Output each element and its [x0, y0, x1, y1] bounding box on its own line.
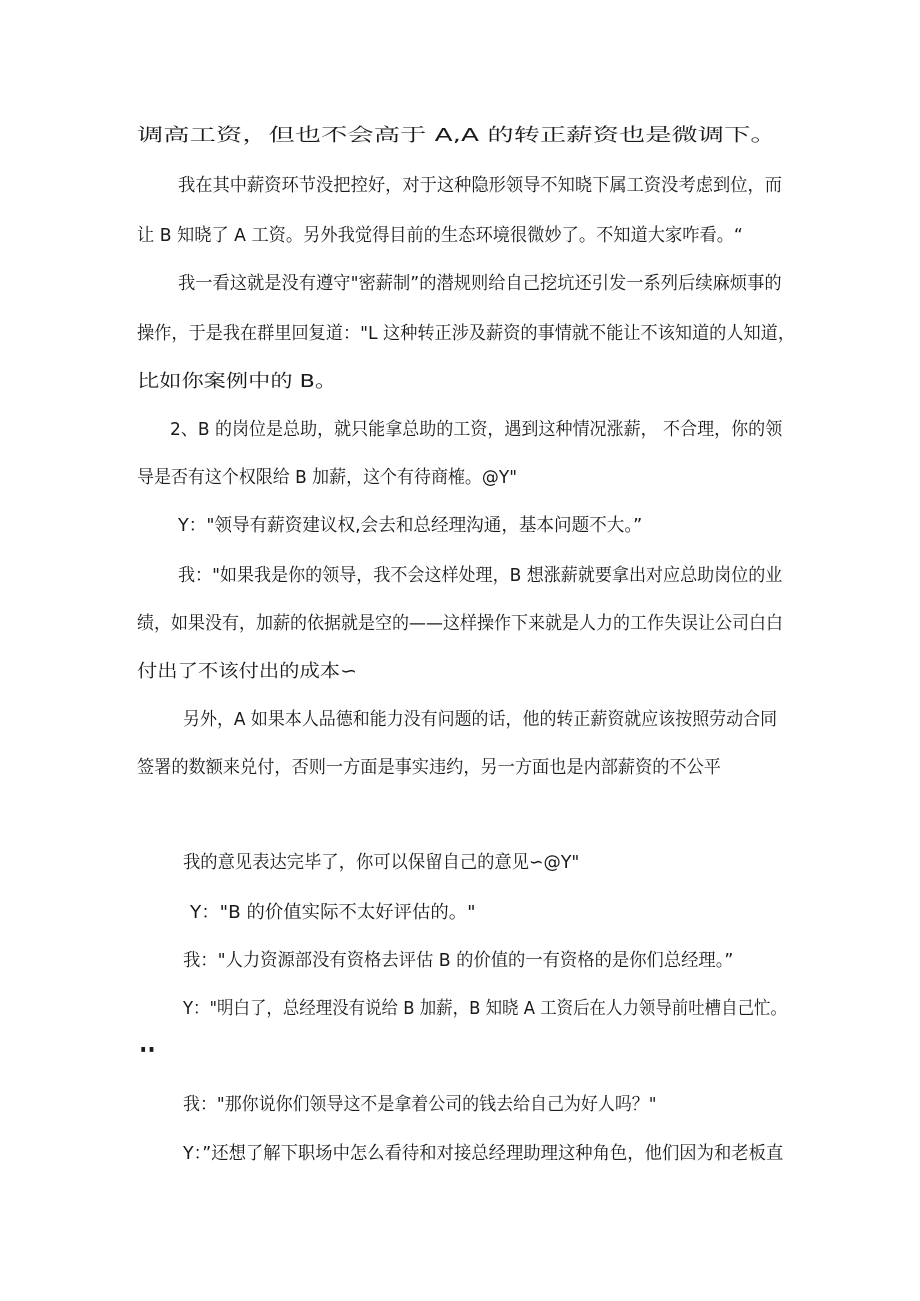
text-line-8: 导是否有这个权限给 B 加薪，这个有待商榷。@Y": [137, 467, 518, 488]
text-line-3: 让 B 知晓了 A 工资。另外我觉得目前的生态环境很微妙了。不知道大家咋看。“: [137, 225, 743, 246]
text-line-11: 绩，如果没有，加薪的依据就是空的——这样操作下来就是人力的工作失误让公司白白: [137, 613, 783, 634]
text-line-5: 操作，于是我在群里回复道："L 这种转正涉及薪资的事情就不能让不该知道的人知道，: [137, 323, 796, 344]
text-line-7: 2、B 的岗位是总助，就只能拿总助的工资，遇到这种情况涨薪， 不合理，你的领: [170, 419, 783, 440]
text-line-9: Y："领导有薪资建议权,会去和总经理沟通，基本问题不大。”: [178, 515, 643, 536]
text-line-6: 比如你案例中的 B。: [137, 371, 338, 392]
text-line-16: Y："B 的价值实际不太好评估的。": [190, 902, 476, 923]
text-line-1: 调高工资，但也不会高于 A,A 的转正薪资也是微调下。: [137, 125, 777, 146]
text-line-17: 我："人力资源部没有资格去评估 B 的价值的一有资格的是你们总经理。”: [183, 950, 734, 971]
text-line-21: Y：”还想了解下职场中怎么看待和对接总经理助理这种角色，他们因为和老板直: [183, 1143, 784, 1164]
text-line-14: 签署的数额来兑付，否则一方面是事实违约，另一方面也是内部薪资的不公平: [137, 757, 721, 778]
text-line-12: 付出了不该付出的成本∽: [137, 661, 358, 682]
text-line-4: 我一看这就是没有遵守"密薪制”的潜规则给自己挖坑还引发一系列后续麻烦事的: [178, 273, 782, 294]
text-line-2: 我在其中薪资环节没把控好，对于这种隐形领导不知晓下属工资没考虑到位，而: [178, 175, 782, 196]
text-line-18: Y："明白了，总经理没有说给 B 加薪，B 知晓 A 工资后在人力领导前吐槽自己忙。: [183, 998, 787, 1019]
text-line-15: 我的意见表达完毕了，你可以保留自己的意见∽@Y": [183, 852, 580, 873]
text-line-13: 另外，A 如果本人品德和能力没有问题的话，他的转正薪资就应该按照劳动合同: [183, 709, 778, 730]
text-line-10: 我："如果我是你的领导，我不会这样处理，B 想涨薪就要拿出对应总助岗位的业: [178, 565, 783, 586]
text-line-19: ": [137, 1044, 158, 1065]
text-line-20: 我："那你说你们领导这不是拿着公司的钱去给自己为好人吗？": [183, 1094, 657, 1115]
